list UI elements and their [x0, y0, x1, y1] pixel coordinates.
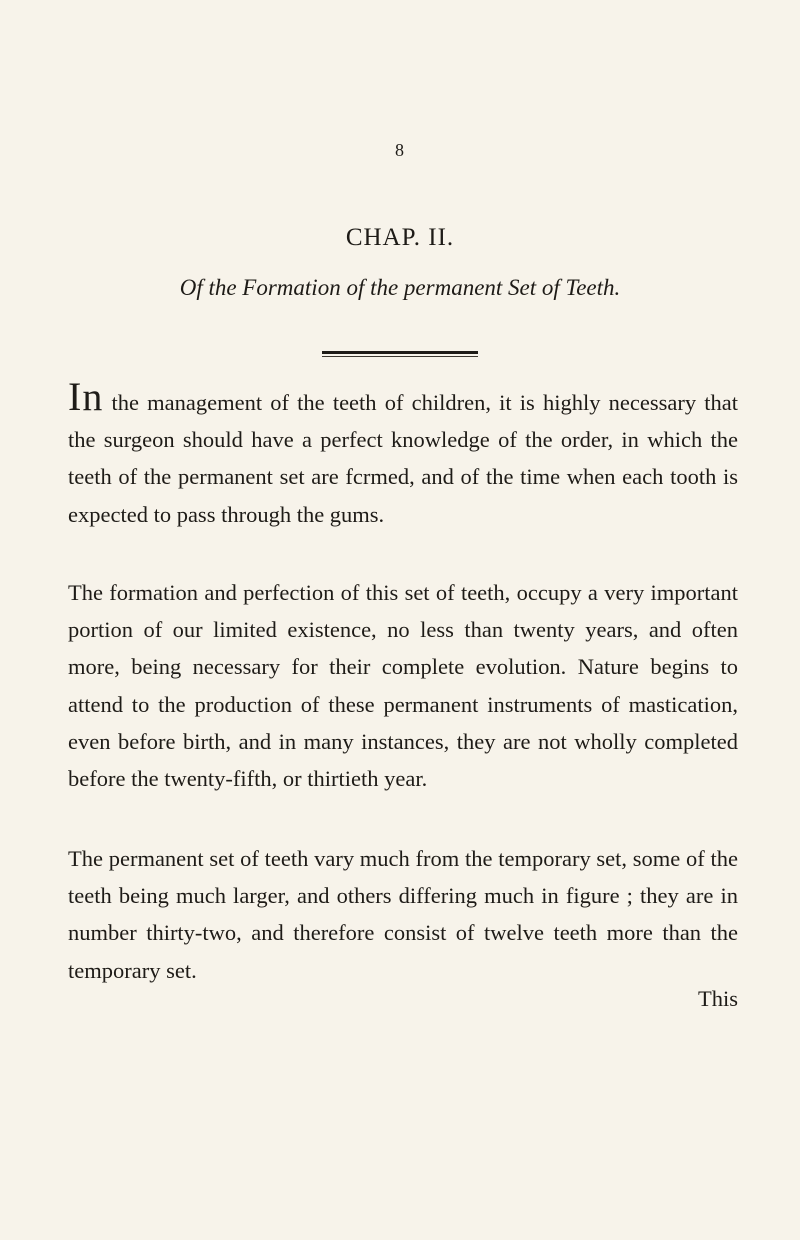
- paragraph-3: The permanent set of teeth vary much from the temporary set, some of the teeth being much larger, and others differing much in figure ; they are in number thirty-two, and therefore consist of twelve teeth more than the temporary set.: [68, 846, 738, 983]
- paragraph-2: The formation and perfection of this set of teeth, occupy a very important portion of our limited existence, no less than twenty years, and often more, being necessary for their complete evolution. Nature begins to attend to the production of these permanent instruments of mastication, even before birth, and in many instances, they are not wholly completed before the twenty-fifth, or thirtieth year.: [68, 580, 738, 792]
- catchword: This: [697, 986, 738, 1011]
- paragraph-1: [68, 374, 738, 533]
- paragraph-1-text: the management of the teeth of children, it is highly necessary that the surgeon should have a perfect knowledge of the order, in which the teeth of the permanent set are fcrmed, and of the time when each tooth is expected to pass through the gums.: [68, 390, 738, 527]
- initial-capital: In: [68, 374, 104, 419]
- page-number: 8: [395, 140, 405, 160]
- section-rule: [322, 351, 478, 354]
- section-rule-thin: [322, 356, 478, 357]
- chapter-subtitle: Of the Formation of the permanent Set of Teeth.: [179, 275, 621, 300]
- chapter-heading: CHAP. II.: [345, 224, 455, 251]
